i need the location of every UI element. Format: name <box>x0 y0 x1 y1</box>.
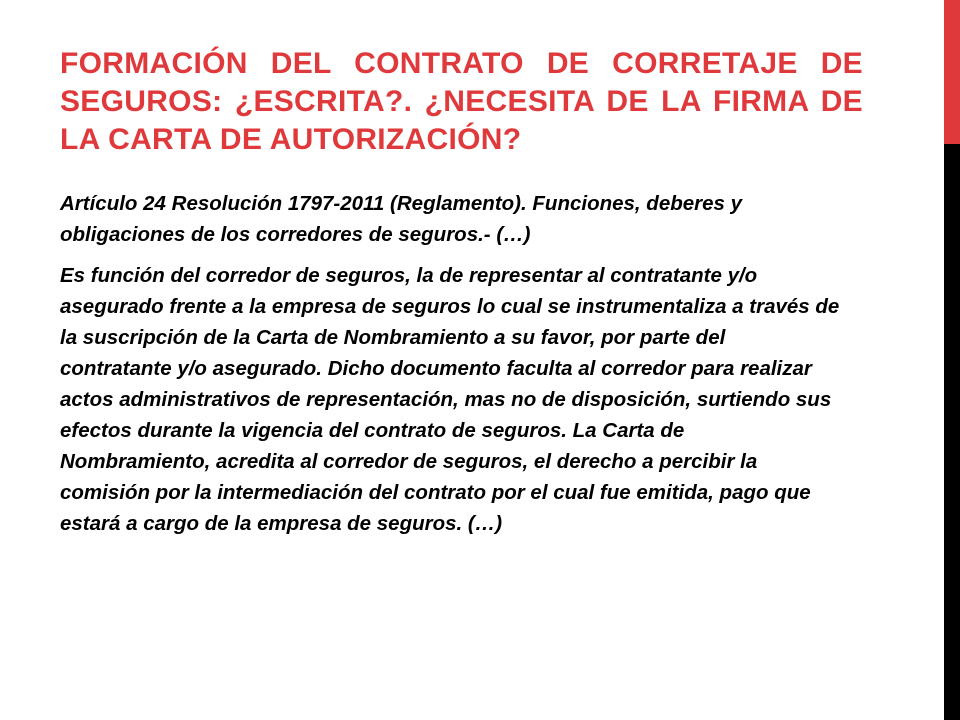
slide-title: FORMACIÓN DEL CONTRATO DE CORRETAJE DE SEGUROS: ¿ESCRITA?. ¿NECESITA DE LA FIRMA DE LA CARTA DE AUTORIZACIÓN? <box>60 47 863 156</box>
slide-body <box>60 188 840 539</box>
body-paragraph-function: Es función del corredor de seguros, la de representar al contratante y/o asegurado frente a la empresa de seguros lo cual se instrumentaliza a través de la suscripción de la Carta de Nombramiento a su favor, por parte del contratante y/o asegurado. Dicho documento faculta al corredor para realizar actos administrativos de representación, mas no de disposición, surtiendo sus efectos durante la vigencia del contrato de seguros. La Carta de Nombramiento, acredita al corredor de seguros, el derecho a percibir la comisión por la intermediación del contrato por el cual fue emitida, pago que estará a cargo de la empresa de seguros. (…) <box>60 264 840 535</box>
body-paragraph-article: Artículo 24 Resolución 1797-2011 (Reglamento). Funciones, deberes y obligaciones de los corredores de seguros.- (…) <box>60 192 743 246</box>
side-accent-bar <box>944 0 960 144</box>
